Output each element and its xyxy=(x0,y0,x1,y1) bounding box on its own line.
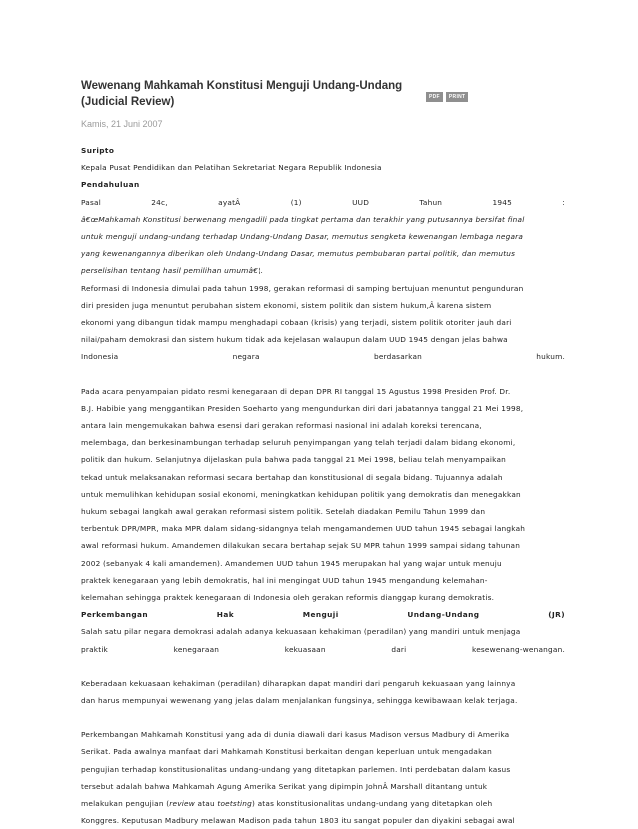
word: kesewenang-wenangan. xyxy=(472,644,565,654)
word: Menguji xyxy=(302,610,339,620)
text-line xyxy=(81,641,565,658)
text-line: melembaga, dan berkesinambungan terhadap seluruh penyimpangan yang telah terjadi dalam bidang ekonomi, xyxy=(81,438,516,448)
word: Perkembangan xyxy=(81,610,148,620)
word: (1) xyxy=(290,197,302,207)
word: dari xyxy=(391,644,407,654)
word: UUD xyxy=(352,197,370,207)
pasal-line xyxy=(81,194,565,211)
paragraph-4 xyxy=(81,675,565,709)
text-line: awal reformasi hukum. Amandemen dilakukan secara bertahap sejak SU MPR tahun 1999 sampai sidang tahunan xyxy=(81,541,521,551)
text-line: B.J. Habibie yang menggantikan Presiden Soeharto yang mengundurkan diri dari jabatannya tanggal 21 Mei 1998, xyxy=(81,403,524,413)
word: Tahun xyxy=(419,197,443,207)
word: praktik xyxy=(81,644,109,654)
paragraph-5 xyxy=(81,726,565,829)
paragraph-3 xyxy=(81,623,565,657)
text-run-italic: review xyxy=(169,799,195,809)
text-line: kelemahan sehingga praktek kenegaraan di Indonesia oleh gerakan reformis dianggap kurang demokratis. xyxy=(81,593,495,603)
quote-line: yang kewenangannya diberikan oleh Undang-Undang Dasar, memutus pembubaran partai politik, dan memutus xyxy=(81,249,516,259)
text-line: diri presiden juga menuntut perubahan sistem ekonomi, sistem politik dan sistem hukum,Â karena sistem xyxy=(81,300,492,310)
heading-intro: Pendahuluan xyxy=(81,180,140,190)
text-line: nilai/paham demokrasi dan sistem hukum tidak ada kejelasan walaupun dalam UUD 1945 dengan jelas bahwa xyxy=(81,335,508,345)
text-line: Konggres. Keputusan Madbury melawan Madison pada tahun 1803 itu sangat populer dan diyakini sebagai awal xyxy=(81,816,515,826)
text-line: dan harus mempunyai wewenang yang jelas dalam menjalankan fungsinya, sehingga kewibawaan kelak terjaga. xyxy=(81,696,518,706)
article-body xyxy=(81,142,565,829)
word: Hak xyxy=(216,610,234,620)
heading-development xyxy=(81,606,565,623)
article-actions xyxy=(426,92,468,102)
text-line: terbentuk DPR/MPR, maka MPR dalam sidang-sidangnya telah mengamandemen UUD tahun 1945 sebagai langkah xyxy=(81,524,526,534)
quote-line: â€œMahkamah Konstitusi berwenang mengadili pada tingkat pertama dan terakhir yang putusannya bersifat final xyxy=(81,214,525,224)
pdf-button[interactable]: PDF xyxy=(426,92,443,102)
text-line: tersebut adalah bahwa Mahkamah Agung Amerika Serikat yang dipimpin JohnÂ Marshall ditantang untuk xyxy=(81,781,488,791)
text-run-italic: toetsting xyxy=(217,799,252,809)
text-line: Reformasi di Indonesia dimulai pada tahun 1998, gerakan reformasi di samping bertujuan menuntut pengunduran xyxy=(81,283,524,293)
text-run: ) atas konstitusionalitas undang-undang yang ditetapkan oleh xyxy=(252,799,493,809)
article-header xyxy=(81,78,565,110)
paragraph-1 xyxy=(81,280,565,366)
text-line: Pada acara penyampaian pidato resmi kenegaraan di depan DPR RI tanggal 15 Agustus 1998 Presiden Prof. Dr. xyxy=(81,386,511,396)
word: kenegaraan xyxy=(173,644,220,654)
article xyxy=(81,78,565,829)
word: Indonesia xyxy=(81,352,119,362)
text-line: Perkembangan Mahkamah Konstitusi yang ada di dunia diawali dari kasus Madison versus Madbury di Amerika xyxy=(81,730,510,740)
text-run: melakukan pengujian ( xyxy=(81,799,170,809)
text-line xyxy=(81,795,565,812)
print-button[interactable]: PRINT xyxy=(446,92,469,102)
text-line: pengujian terhadap konstitusionalitas undang-undang yang ditetapkan parlemen. Inti perdebatan dalam kasus xyxy=(81,764,511,774)
word: negara xyxy=(232,352,260,362)
text-line: hukum sebagai langkah awal gerakan reformasi sistem politik. Setelah diadakan Pemilu Tahun 1999 dan xyxy=(81,507,486,517)
word: Undang-Undang xyxy=(407,610,480,620)
author-role: Kepala Pusat Pendidikan dan Pelatihan Sekretariat Negara Republik Indonesia xyxy=(81,163,382,173)
text-line: 2002 (sebanyak 4 kali amandemen). Amandemen UUD tahun 1945 merupakan hal yang wajar untuk menuju xyxy=(81,558,502,568)
paragraph-2 xyxy=(81,383,565,607)
word: hukum. xyxy=(536,352,565,362)
quote-line: untuk menguji undang-undang terhadap Undang-Undang Dasar, memutus sengketa kewenangan lembaga negara xyxy=(81,232,524,241)
text-line: politik dan hukum. Selanjutnya dijelaskan pula bahwa pada tanggal 21 Mei 1998, beliau telah menyampaikan xyxy=(81,455,507,465)
word: 1945 xyxy=(492,197,512,207)
text-line: untuk memulihkan kehidupan sosial ekonomi, meningkatkan kehidupan politik yang demokratis dan menegakkan xyxy=(81,489,521,499)
text-run: atau xyxy=(194,799,218,809)
quote xyxy=(81,211,565,280)
text-line: tekad untuk melaksanakan reformasi secara bertahap dan konstitusional di segala bidang. Tujuannya adalah xyxy=(81,472,503,482)
text-line: antara lain mengemukakan bahwa esensi dari gerakan reformasi nasional ini adalah koreksi terencana, xyxy=(81,421,482,431)
word: : xyxy=(562,197,565,207)
article-title: Wewenang Mahkamah Konstitusi Menguji Undang-Undang (Judicial Review) xyxy=(81,80,403,108)
text-line: Salah satu pilar negara demokrasi adalah adanya kekuasaan kehakiman (peradilan) yang mandiri untuk menjaga xyxy=(81,627,521,637)
word: berdasarkan xyxy=(373,352,423,362)
quote-line: perselisihan tentang hasil pemilihan umumâ€¦. xyxy=(81,266,264,276)
article-date: Kamis, 21 Juni 2007 xyxy=(81,119,163,129)
text-line: ekonomi yang dibangun tidak mampu menghadapi cobaan (krisis) yang terjadi, sistem politik otoriter jauh dari xyxy=(81,318,512,328)
word: 24c, xyxy=(151,197,168,207)
word: kekuasaan xyxy=(284,644,326,654)
author-name: Suripto xyxy=(81,146,115,155)
word: (JR) xyxy=(548,610,565,620)
word: Pasal xyxy=(81,197,101,207)
text-line: Keberadaan kekuasaan kehakiman (peradilan) diharapkan dapat mandiri dari pengaruh kekuasaan yang lainnya xyxy=(81,678,516,688)
text-line: praktek kenegaraan yang lebih demokratis, hal ini mengingat UUD tahun 1945 mengandung kelemahan- xyxy=(81,575,488,585)
word: ayatÂ xyxy=(218,197,241,207)
text-line xyxy=(81,348,565,365)
text-line: Serikat. Pada awalnya manfaat dari Mahkamah Konstitusi berkaitan dengan keperluan untuk mengadakan xyxy=(81,747,492,757)
